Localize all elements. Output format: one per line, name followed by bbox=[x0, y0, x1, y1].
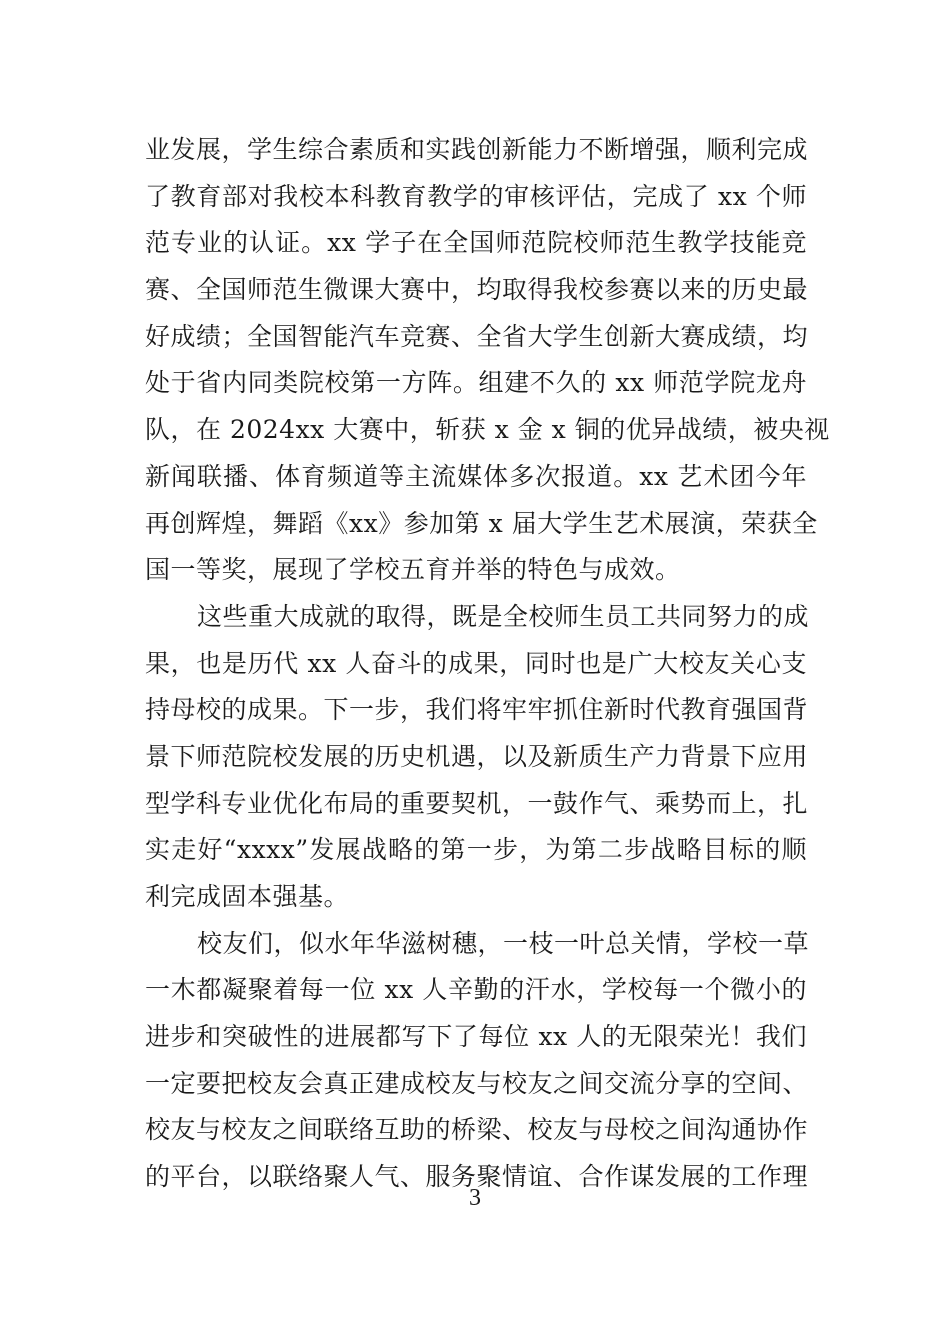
paragraph-1-line-2: 了教育部对我校本科教育教学的审核评估，完成了 xx 个师 bbox=[145, 181, 807, 211]
paragraph-3-line-1: 校友们，似水年华滋树穗，一枝一叶总关情，学校一草 bbox=[197, 928, 810, 958]
body-text bbox=[145, 127, 830, 1201]
paragraph-1-line-8: 新闻联播、体育频道等主流媒体多次报道。xx 艺术团今年 bbox=[145, 461, 807, 491]
paragraph-1-line-9: 再创辉煌，舞蹈《xx》参加第 x 届大学生艺术展演，荣获全 bbox=[145, 508, 818, 538]
paragraph-1-line-1: 业发展，学生综合素质和实践创新能力不断增强，顺利完成 bbox=[145, 135, 809, 164]
paragraph-3-line-5: 校友与校友之间联络互助的桥梁、校友与母校之间沟通协作 bbox=[145, 1115, 809, 1145]
paragraph-2-line-4: 景下师范院校发展的历史机遇，以及新质生产力背景下应用 bbox=[145, 741, 809, 771]
paragraph-3-line-2: 一木都凝聚着每一位 xx 人辛勤的汗水，学校每一个微小的 bbox=[145, 975, 807, 1005]
paragraph-2-line-6: 实走好“xxxx”发展战略的第一步，为第二步战略目标的顺 bbox=[145, 835, 807, 865]
paragraph-1-line-5: 好成绩；全国智能汽车竞赛、全省大学生创新大赛成绩，均 bbox=[145, 321, 809, 351]
paragraph-2-line-3: 持母校的成果。下一步，我们将牢牢抓住新时代教育强国背 bbox=[145, 695, 809, 725]
paragraph-1-line-3: 范专业的认证。xx 学子在全国师范院校师范生教学技能竞 bbox=[145, 228, 807, 258]
paragraph-3-line-4: 一定要把校友会真正建成校友与校友之间交流分享的空间、 bbox=[145, 1068, 809, 1098]
paragraph-1-line-4: 赛、全国师范生微课大赛中，均取得我校参赛以来的历史最 bbox=[145, 275, 809, 305]
paragraph-2-line-5: 型学科专业优化布局的重要契机，一鼓作气、乘势而上，扎 bbox=[145, 788, 809, 818]
paragraph-3-line-6: 的平台，以联络聚人气、服务聚情谊、合作谋发展的工作理 bbox=[145, 1162, 809, 1192]
page-number: 3 bbox=[469, 1185, 481, 1211]
paragraph-1-line-10: 国一等奖，展现了学校五育并举的特色与成效。 bbox=[145, 555, 681, 585]
paragraph-2-line-1: 这些重大成就的取得，既是全校师生员工共同努力的成 bbox=[197, 601, 810, 631]
paragraph-2-line-7: 利完成固本强基。 bbox=[145, 882, 350, 911]
paragraph-1-line-7: 队，在 2024xx 大赛中，斩获 x 金 x 铜的优异战绩，被央视 bbox=[145, 415, 830, 445]
paragraph-3-line-3: 进步和突破性的进展都写下了每位 xx 人的无限荣光！我们 bbox=[145, 1022, 807, 1052]
paragraph-1-line-6: 处于省内同类院校第一方阵。组建不久的 xx 师范学院龙舟 bbox=[145, 368, 807, 398]
paragraph-2-line-2: 果，也是历代 xx 人奋斗的成果，同时也是广大校友关心支 bbox=[145, 648, 807, 678]
